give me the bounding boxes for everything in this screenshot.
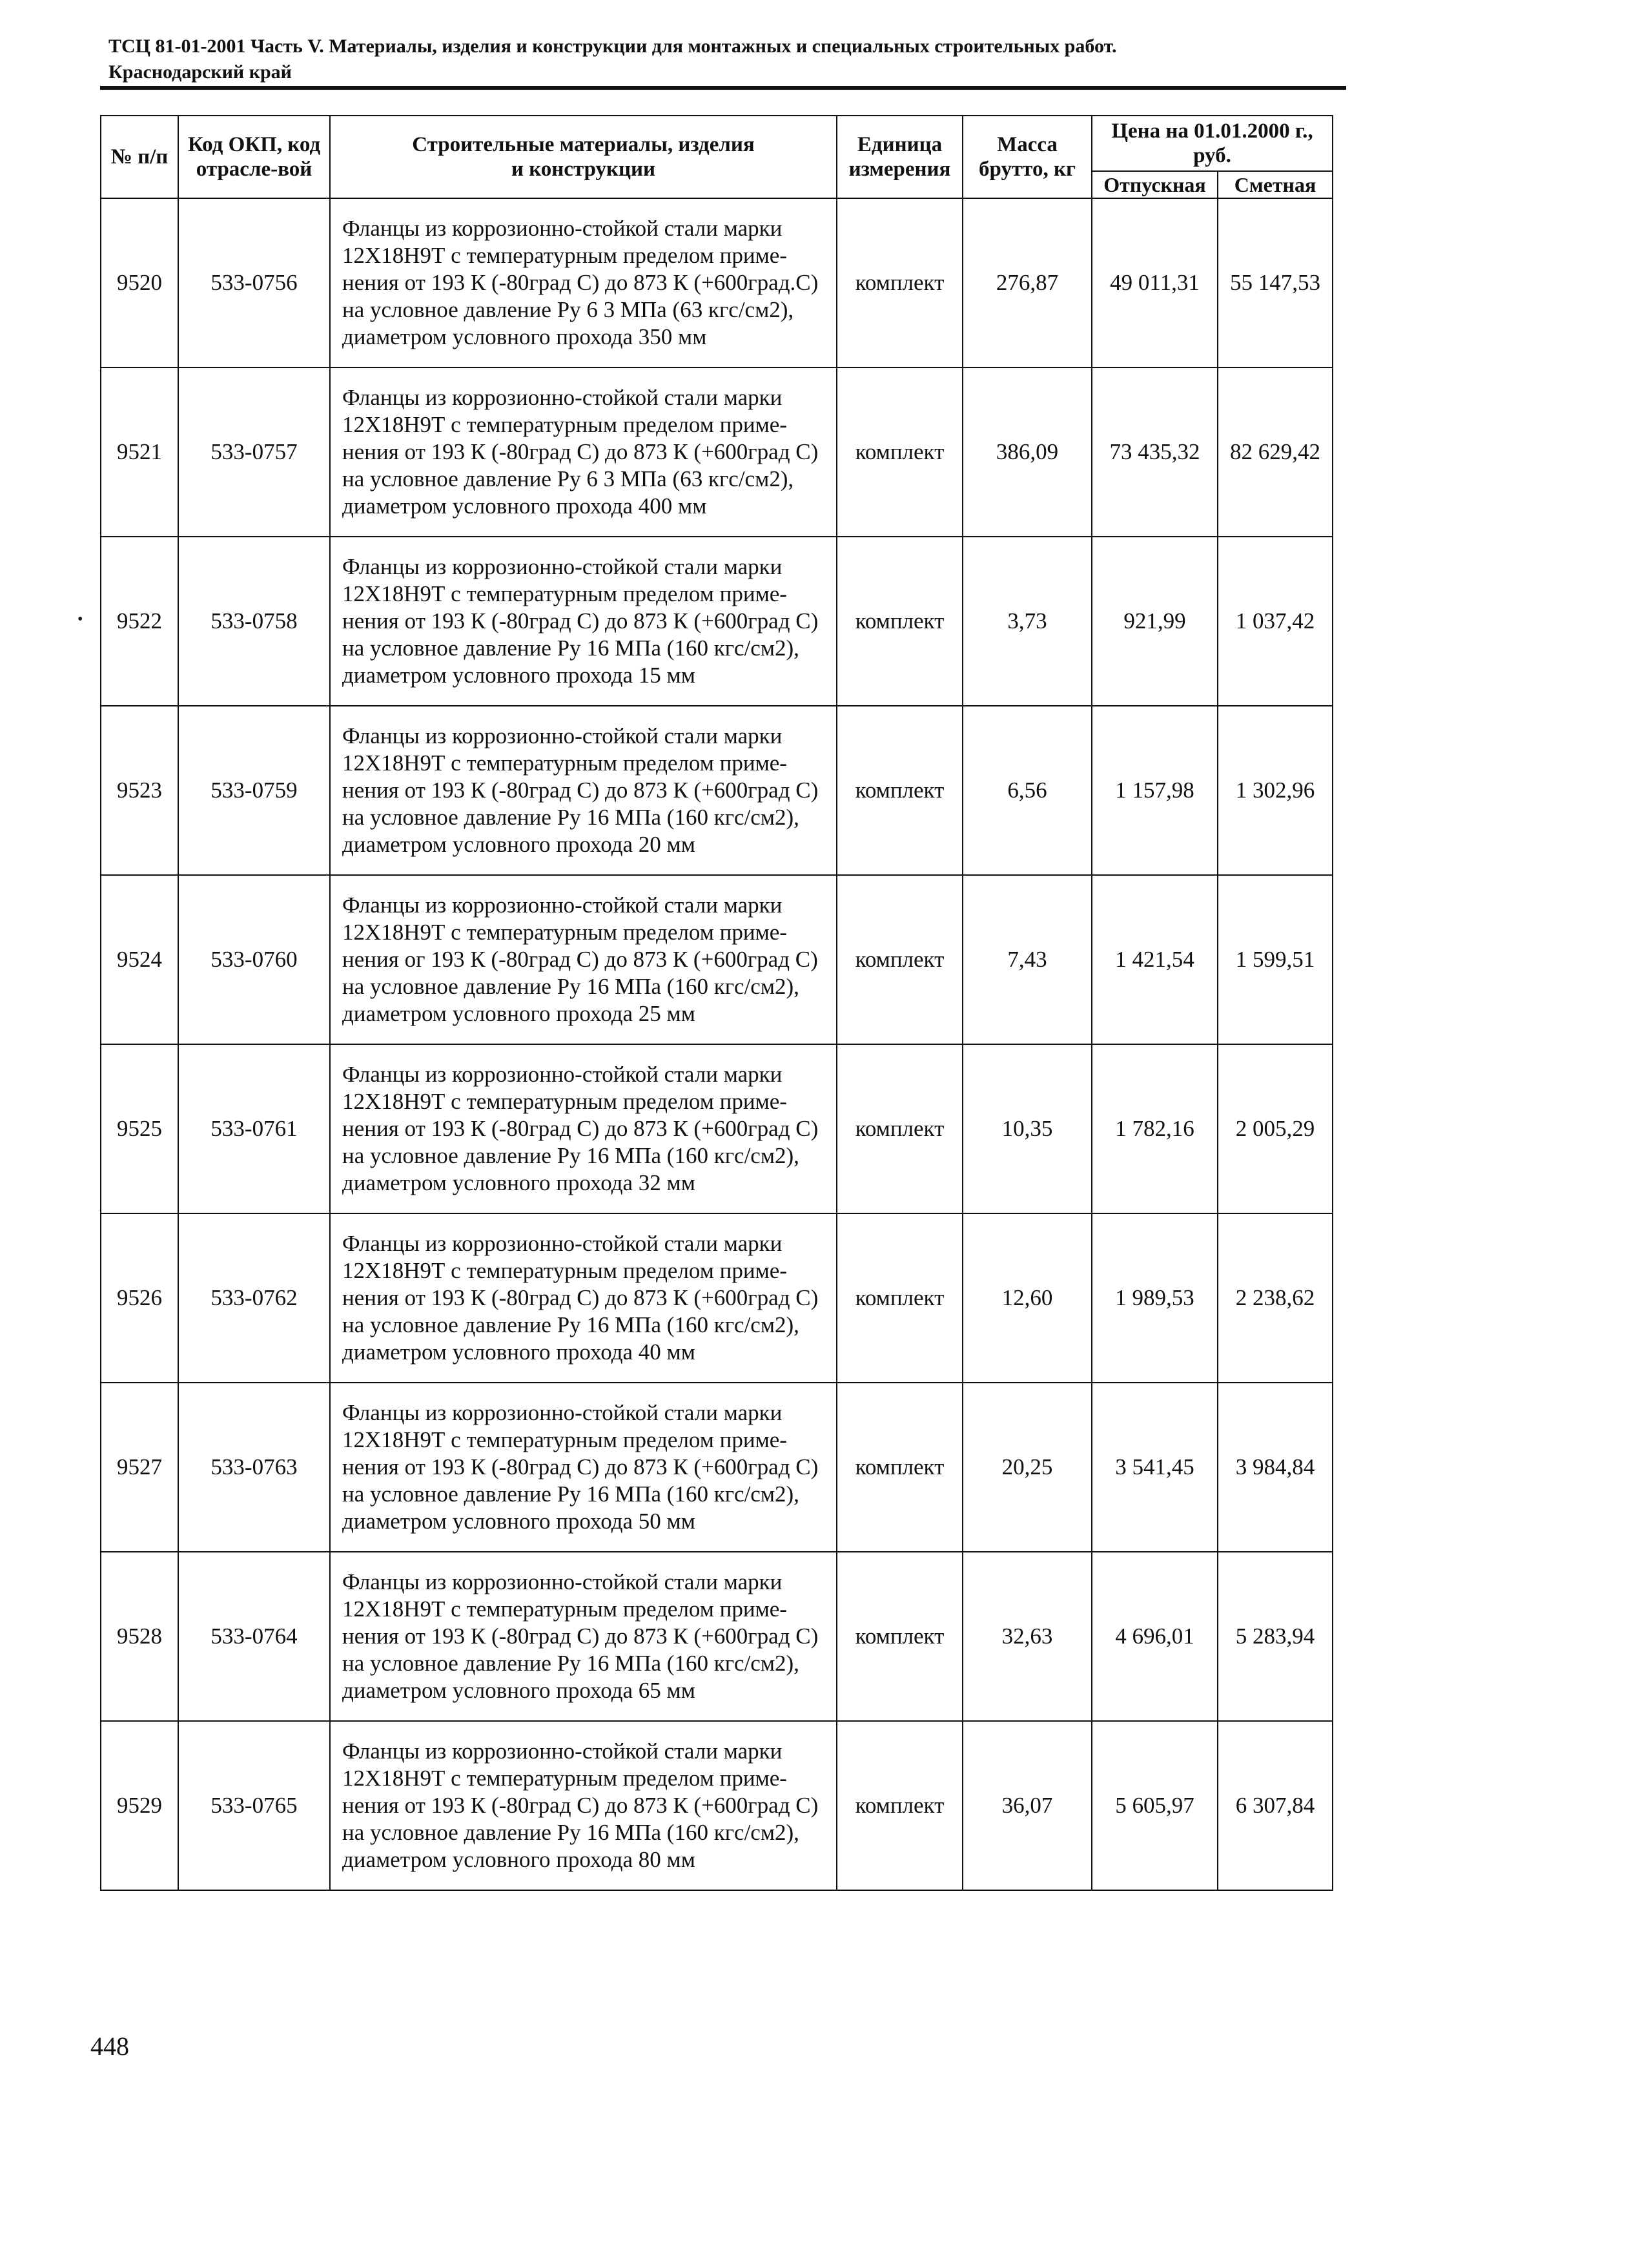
- cell-unit: комплект: [837, 875, 963, 1044]
- cell-release-price: 1 782,16: [1092, 1044, 1218, 1213]
- table-row: [101, 537, 1333, 706]
- table-row: [101, 1044, 1333, 1213]
- col-header-price: Цена на 01.01.2000 г., руб.: [1092, 116, 1333, 171]
- cell-num: 9520: [101, 198, 178, 367]
- cell-release-price: 921,99: [1092, 537, 1218, 706]
- cell-estimate-price: 55 147,53: [1218, 198, 1333, 367]
- price-table: [100, 115, 1333, 1891]
- cell-code: 533-0756: [178, 198, 330, 367]
- table-row: [101, 706, 1333, 875]
- cell-code: 533-0757: [178, 367, 330, 537]
- col-header-name-line2: и конструкции: [511, 158, 656, 181]
- document-header: [108, 34, 1348, 85]
- cell-unit: комплект: [837, 1721, 963, 1890]
- col-header-unit: Единица измерения: [837, 116, 963, 198]
- cell-mass: 6,56: [963, 706, 1092, 875]
- page-number: 448: [90, 2032, 129, 2061]
- cell-mass: 32,63: [963, 1552, 1092, 1721]
- cell-unit: комплект: [837, 1213, 963, 1383]
- cell-num: 9525: [101, 1044, 178, 1213]
- cell-unit: комплект: [837, 1552, 963, 1721]
- col-header-name-line1: Строительные материалы, изделия: [412, 133, 755, 156]
- cell-mass: 12,60: [963, 1213, 1092, 1383]
- cell-mass: 10,35: [963, 1044, 1092, 1213]
- cell-code: 533-0758: [178, 537, 330, 706]
- cell-description: Фланцы из коррозионно-стойкой стали марки 12Х18Н9Т с температурным пределом приме-нения от 193 К (-80град С) до 873 К (+600град С) на условное давление Ру 16 МПа (160 кгс/см2), диаметром условного прохода 32 мм: [330, 1044, 837, 1213]
- col-header-release: Отпускная: [1092, 171, 1218, 198]
- cell-estimate-price: 5 283,94: [1218, 1552, 1333, 1721]
- cell-estimate-price: 2 238,62: [1218, 1213, 1333, 1383]
- cell-release-price: 1 989,53: [1092, 1213, 1218, 1383]
- cell-release-price: 3 541,45: [1092, 1383, 1218, 1552]
- cell-unit: комплект: [837, 537, 963, 706]
- cell-num: 9524: [101, 875, 178, 1044]
- table-row: [101, 1721, 1333, 1890]
- header-title: ТСЦ 81-01-2001 Часть V. Материалы, изделия и конструкции для монтажных и специальных строительных работ.: [108, 36, 1117, 57]
- cell-mass: 20,25: [963, 1383, 1092, 1552]
- cell-release-price: 1 157,98: [1092, 706, 1218, 875]
- cell-num: 9526: [101, 1213, 178, 1383]
- cell-mass: 7,43: [963, 875, 1092, 1044]
- cell-num: 9529: [101, 1721, 178, 1890]
- cell-unit: комплект: [837, 1383, 963, 1552]
- header-divider: [100, 86, 1346, 90]
- col-header-estimate: Сметная: [1218, 171, 1333, 198]
- cell-mass: 36,07: [963, 1721, 1092, 1890]
- table-row: [101, 1552, 1333, 1721]
- cell-description: Фланцы из коррозионно-стойкой стали марки 12Х18Н9Т с температурным пределом приме-нения от 193 К (-80град С) до 873 К (+600град С) на условное давление Ру 16 МПа (160 кгс/см2), диаметром условного прохода 50 мм: [330, 1383, 837, 1552]
- cell-release-price: 49 011,31: [1092, 198, 1218, 367]
- table-row: [101, 1213, 1333, 1383]
- cell-mass: 3,73: [963, 537, 1092, 706]
- cell-unit: комплект: [837, 706, 963, 875]
- table-body: [101, 198, 1333, 1890]
- cell-code: 533-0761: [178, 1044, 330, 1213]
- cell-description: Фланцы из коррозионно-стойкой стали марки 12Х18Н9Т с температурным пределом приме-нения ог 193 К (-80град С) до 873 К (+600град С) на условное давление Ру 16 МПа (160 кгс/см2), диаметром условного прохода 25 мм: [330, 875, 837, 1044]
- cell-estimate-price: 1 302,96: [1218, 706, 1333, 875]
- table-row: [101, 875, 1333, 1044]
- cell-description: Фланцы из коррозионно-стойкой стали марки 12Х18Н9Т с температурным пределом приме-нения от 193 К (-80град С) до 873 К (+600град С) на условное давление Ру 16 МПа (160 кгс/см2), диаметром условного прохода 20 мм: [330, 706, 837, 875]
- cell-code: 533-0762: [178, 1213, 330, 1383]
- cell-mass: 386,09: [963, 367, 1092, 537]
- col-header-num: № п/п: [101, 116, 178, 198]
- cell-description: Фланцы из коррозионно-стойкой стали марки 12Х18Н9Т с температурным пределом приме-нения от 193 К (-80град С) до 873 К (+600град С) на условное давление Ру 16 МПа (160 кгс/см2), диаметром условного прохода 65 мм: [330, 1552, 837, 1721]
- scan-dot: •: [77, 611, 83, 628]
- header-region: Краснодарский край: [108, 61, 292, 83]
- cell-unit: комплект: [837, 198, 963, 367]
- cell-release-price: 1 421,54: [1092, 875, 1218, 1044]
- cell-code: 533-0760: [178, 875, 330, 1044]
- cell-estimate-price: 2 005,29: [1218, 1044, 1333, 1213]
- cell-code: 533-0765: [178, 1721, 330, 1890]
- col-header-name: [330, 116, 837, 198]
- cell-description: Фланцы из коррозионно-стойкой стали марки 12Х18Н9Т с температурным пределом приме-нения от 193 К (-80град С) до 873 К (+600град С) на условное давление Ру 6 3 МПа (63 кгс/см2), диаметром условного прохода 400 мм: [330, 367, 837, 537]
- cell-estimate-price: 6 307,84: [1218, 1721, 1333, 1890]
- cell-code: 533-0764: [178, 1552, 330, 1721]
- cell-description: Фланцы из коррозионно-стойкой стали марки 12Х18Н9Т с температурным пределом приме-нения от 193 К (-80град С) до 873 К (+600град С) на условное давление Ру 16 МПа (160 кгс/см2), диаметром условного прохода 15 мм: [330, 537, 837, 706]
- cell-num: 9521: [101, 367, 178, 537]
- cell-num: 9523: [101, 706, 178, 875]
- cell-release-price: 5 605,97: [1092, 1721, 1218, 1890]
- table-row: [101, 1383, 1333, 1552]
- cell-description: Фланцы из коррозионно-стойкой стали марки 12Х18Н9Т с температурным пределом приме-нения от 193 К (-80град С) до 873 К (+600град С) на условное давление Ру 16 МПа (160 кгс/см2), диаметром условного прохода 80 мм: [330, 1721, 837, 1890]
- cell-estimate-price: 1 037,42: [1218, 537, 1333, 706]
- cell-num: 9528: [101, 1552, 178, 1721]
- table-row: [101, 367, 1333, 537]
- cell-num: 9522: [101, 537, 178, 706]
- table-row: [101, 198, 1333, 367]
- cell-description: Фланцы из коррозионно-стойкой стали марки 12Х18Н9Т с температурным пределом приме-нения от 193 К (-80град С) до 873 К (+600град С) на условное давление Ру 16 МПа (160 кгс/см2), диаметром условного прохода 40 мм: [330, 1213, 837, 1383]
- cell-estimate-price: 82 629,42: [1218, 367, 1333, 537]
- cell-code: 533-0759: [178, 706, 330, 875]
- cell-code: 533-0763: [178, 1383, 330, 1552]
- cell-release-price: 4 696,01: [1092, 1552, 1218, 1721]
- cell-release-price: 73 435,32: [1092, 367, 1218, 537]
- cell-unit: комплект: [837, 367, 963, 537]
- cell-unit: комплект: [837, 1044, 963, 1213]
- col-header-mass: Масса брутто, кг: [963, 116, 1092, 198]
- cell-mass: 276,87: [963, 198, 1092, 367]
- cell-description: Фланцы из коррозионно-стойкой стали марки 12Х18Н9Т с температурным пределом приме-нения от 193 К (-80град С) до 873 К (+600град.С) на условное давление Ру 6 3 МПа (63 кгс/см2), диаметром условного прохода 350 мм: [330, 198, 837, 367]
- col-header-code: Код ОКП, код отрасле-вой: [178, 116, 330, 198]
- cell-num: 9527: [101, 1383, 178, 1552]
- cell-estimate-price: 3 984,84: [1218, 1383, 1333, 1552]
- cell-estimate-price: 1 599,51: [1218, 875, 1333, 1044]
